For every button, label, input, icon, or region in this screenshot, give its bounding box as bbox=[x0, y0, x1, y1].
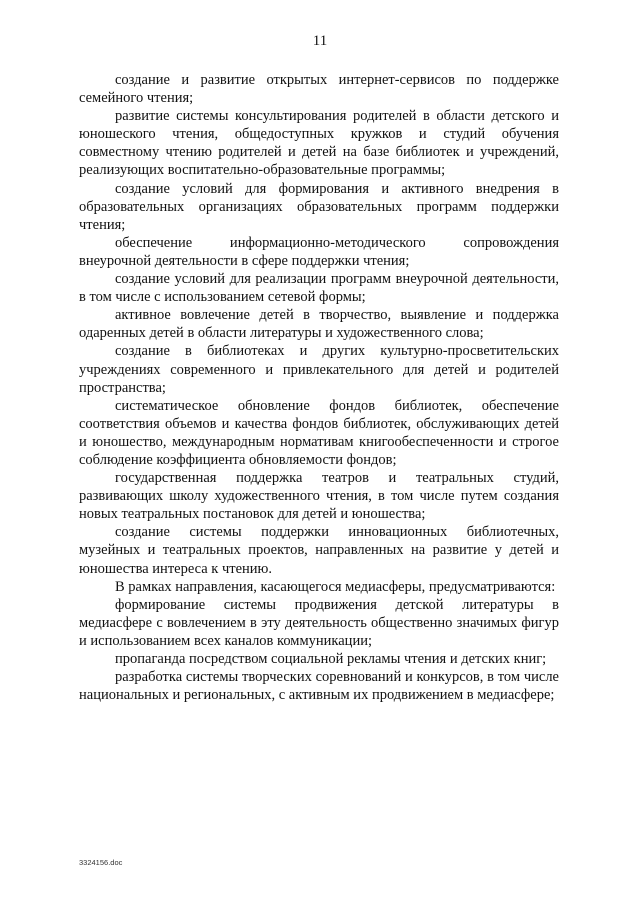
paragraph: пропаганда посредством социальной рекламы чтения и детских книг; bbox=[115, 651, 547, 667]
paragraph: создание условий для формирования и активного внедрения в образовательных организациях образовательных программ поддержки чтения; bbox=[79, 180, 559, 233]
paragraph: систематическое обновление фондов библиотек, обеспечение соответствия объемов и качества фондов библиотек, обслуживающих детей и юношество, международным нормативам книгообеспеченности и строгое соблюдение коэффициента обновляемости фондов; bbox=[79, 397, 559, 468]
paragraph: создание и развитие открытых интернет-сервисов по поддержке семейного чтения; bbox=[79, 72, 559, 107]
page-number: 11 bbox=[312, 33, 328, 49]
paragraph: создание условий для реализации программ внеурочной деятельности, в том числе с использованием сетевой формы; bbox=[79, 271, 559, 306]
document-filename: 3324156.doc bbox=[79, 858, 123, 867]
paragraph: активное вовлечение детей в творчество, выявление и поддержка одаренных детей в области литературы и художественного слова; bbox=[79, 307, 559, 342]
paragraph: развитие системы консультирования родителей в области детского и юношеского чтения, общедоступных кружков и студий обучения совместному чтению родителей и детей на базе библиотек и учреждений, реализующих воспитательно-образовательные программы; bbox=[79, 108, 559, 179]
paragraph: создание системы поддержки инновационных библиотечных, музейных и театральных проектов, направленных на развитие у детей и юношества интереса к чтению. bbox=[79, 524, 559, 577]
paragraph: государственная поддержка театров и театральных студий, развивающих школу художественного чтения, в том числе путем создания новых театральных постановок для детей и юношества; bbox=[79, 470, 559, 523]
paragraph: В рамках направления, касающегося медиасферы, предусматриваются: bbox=[115, 578, 556, 595]
paragraph: создание в библиотеках и других культурно-просветительских учреждениях современного и привлекательного для детей и родителей пространства; bbox=[79, 343, 559, 396]
document-body bbox=[79, 71, 559, 704]
paragraph: формирование системы продвижения детской литературы в медиасфере с вовлечением в эту деятельность общественно значимых фигур и использованием всех каналов коммуникации; bbox=[79, 596, 559, 649]
paragraph: обеспечение информационно-методического сопровождения внеурочной деятельности в сфере поддержки чтения; bbox=[79, 234, 559, 269]
paragraph: разработка системы творческих соревнований и конкурсов, в том числе национальных и региональных, с активным их продвижением в медиасфере; bbox=[79, 669, 559, 704]
